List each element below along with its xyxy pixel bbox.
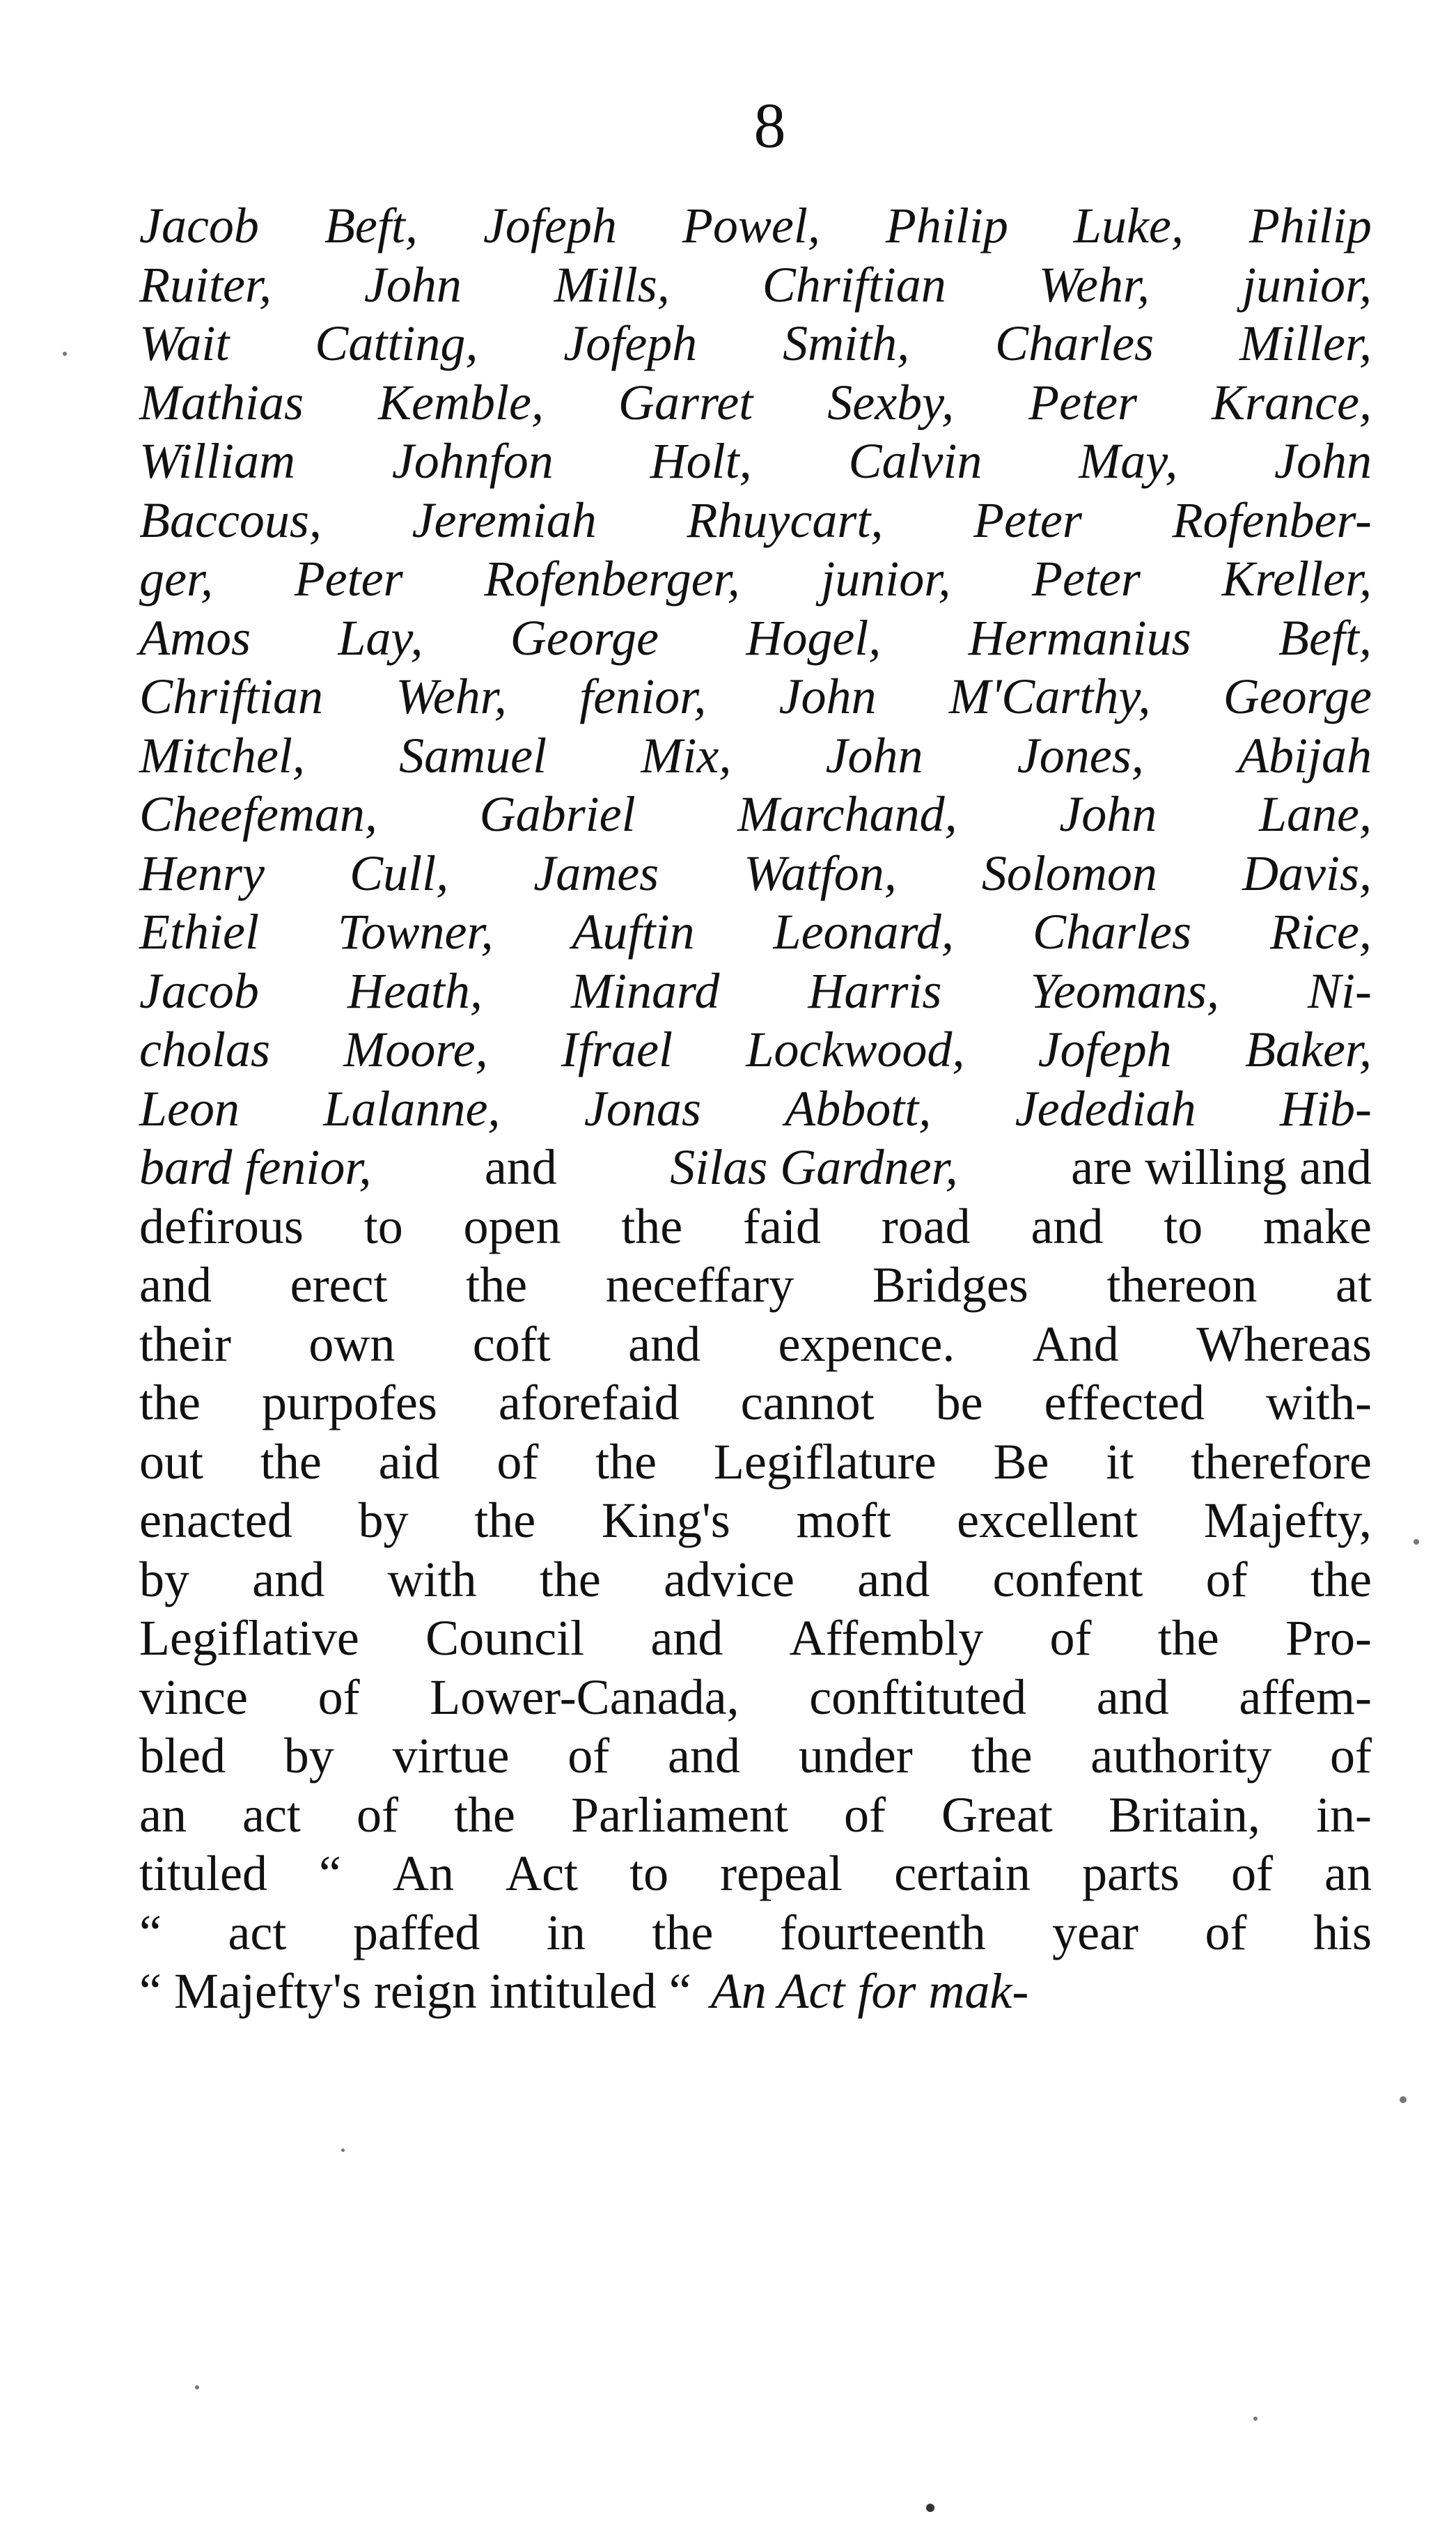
- word: it: [1106, 1433, 1134, 1490]
- word: Philip: [1248, 198, 1372, 253]
- word: paffed: [352, 1904, 480, 1960]
- word: Auftin: [572, 904, 695, 960]
- text-line: “ Majefty's reign intituled “ An Act for mak-: [139, 1963, 1029, 2019]
- word: Marchand,: [737, 786, 957, 842]
- word: fourteenth: [779, 1904, 986, 1960]
- word: Peter: [1028, 374, 1138, 430]
- word: affem-: [1239, 1669, 1372, 1725]
- word: James: [533, 845, 659, 901]
- text-line: [139, 432, 1372, 491]
- word: aforefaid: [498, 1375, 680, 1430]
- word: vince: [139, 1669, 248, 1725]
- word: the: [652, 1904, 714, 1960]
- word: Abbott,: [785, 1080, 932, 1137]
- word: Peter: [973, 492, 1082, 548]
- word: fenior,: [579, 669, 707, 724]
- word: Hib-: [1279, 1080, 1372, 1137]
- word: and: [252, 1551, 325, 1607]
- word: the: [466, 1257, 528, 1313]
- word: junior,: [821, 551, 951, 607]
- scan-speck: [341, 2148, 345, 2152]
- word: neceffary: [605, 1257, 794, 1313]
- word: moft: [796, 1492, 891, 1548]
- word: Johnfon: [391, 433, 554, 489]
- text-line: [139, 1609, 1372, 1668]
- text-line: [139, 1491, 1372, 1550]
- word: an: [139, 1786, 187, 1843]
- word: Philip: [885, 198, 1008, 253]
- word: with: [387, 1551, 477, 1607]
- word: own: [308, 1316, 396, 1372]
- word: Leon: [139, 1080, 240, 1137]
- word: Cheefeman,: [139, 786, 377, 842]
- word: in: [546, 1904, 586, 1960]
- word: to: [629, 1846, 669, 1901]
- word: John: [778, 669, 877, 724]
- word: Beft,: [324, 198, 418, 253]
- word: of: [1205, 1551, 1248, 1607]
- word: and: [1031, 1198, 1104, 1254]
- text-line: [139, 1433, 1372, 1492]
- word: erect: [290, 1257, 388, 1313]
- text-line: bard fenior, and Silas Gardner, are willing and: [139, 1139, 1372, 1195]
- text-line: [139, 373, 1372, 432]
- text-line: [139, 609, 1372, 668]
- word: Act: [506, 1846, 579, 1901]
- word: Jeremiah: [412, 492, 597, 548]
- word: the: [139, 1375, 201, 1430]
- word: junior,: [1242, 256, 1372, 313]
- word: Catting,: [315, 315, 478, 371]
- word: Jacob: [139, 198, 259, 253]
- word: Miller,: [1239, 315, 1372, 371]
- text-line: [139, 256, 1372, 315]
- word: out: [139, 1433, 204, 1490]
- word: William: [139, 433, 296, 489]
- word: Yeomans,: [1030, 962, 1219, 1019]
- scan-speck: [1414, 1539, 1419, 1545]
- word: advice: [664, 1551, 794, 1607]
- word: May,: [1079, 433, 1178, 489]
- word: Parliament: [571, 1786, 788, 1843]
- word: act: [228, 1904, 287, 1960]
- text-line: [139, 491, 1372, 550]
- word: the: [1310, 1551, 1372, 1607]
- text-line: [139, 667, 1372, 726]
- word: Kreller,: [1221, 551, 1372, 607]
- word: “: [319, 1846, 341, 1901]
- word: effected: [1044, 1375, 1205, 1430]
- word: cannot: [740, 1375, 875, 1430]
- word: be: [935, 1375, 983, 1430]
- word: confent: [992, 1551, 1143, 1607]
- word: ger,: [139, 551, 213, 607]
- word: Ethiel: [139, 904, 259, 960]
- word: enacted: [139, 1492, 292, 1548]
- word: Bridges: [872, 1257, 1028, 1313]
- word: Mills,: [554, 256, 670, 313]
- text-line: [139, 549, 1372, 609]
- word: purpofes: [261, 1375, 437, 1430]
- word: Mathias: [139, 374, 304, 430]
- word: of: [318, 1669, 360, 1725]
- word: Wehr,: [396, 669, 507, 724]
- scan-speck: [195, 2385, 199, 2389]
- word: Wait: [139, 315, 230, 371]
- word: coft: [472, 1316, 551, 1372]
- word: And: [1032, 1316, 1119, 1372]
- page-number: 8: [753, 90, 786, 161]
- word: of: [567, 1728, 610, 1784]
- word: by: [283, 1728, 334, 1784]
- word: Minard: [570, 962, 720, 1019]
- word: of: [1049, 1610, 1092, 1666]
- word: the: [971, 1728, 1033, 1784]
- word: therefore: [1191, 1433, 1372, 1490]
- word: faid: [743, 1198, 821, 1254]
- word: expence.: [778, 1316, 955, 1372]
- body-text: [139, 196, 1372, 2021]
- word: Peter: [1032, 551, 1141, 607]
- word: Lane,: [1258, 786, 1372, 842]
- text-line: [139, 1256, 1372, 1315]
- word: Jacob: [139, 962, 259, 1019]
- text-line: [139, 1844, 1372, 1903]
- word: Watfon,: [744, 845, 897, 901]
- word: Harris: [808, 962, 942, 1019]
- word: and: [668, 1728, 740, 1784]
- word: of: [356, 1786, 398, 1843]
- word: act: [242, 1786, 301, 1843]
- text-line: [139, 844, 1372, 903]
- word: Baker,: [1245, 1022, 1372, 1077]
- word: Solomon: [981, 845, 1157, 901]
- word: Jones,: [1017, 727, 1144, 783]
- word: Charles: [1032, 904, 1191, 960]
- word: John: [1059, 786, 1157, 842]
- word: John: [825, 727, 923, 783]
- word: Jedediah: [1015, 1080, 1196, 1137]
- word: Amos: [139, 609, 251, 666]
- word: King's: [601, 1492, 730, 1548]
- scan-speck: [63, 352, 67, 356]
- word: Henry: [139, 845, 265, 901]
- word: their: [139, 1316, 231, 1372]
- word: Samuel: [399, 727, 547, 783]
- word: the: [474, 1492, 536, 1548]
- word: the: [621, 1198, 683, 1254]
- word: Rhuycart,: [687, 492, 884, 548]
- word: Krance,: [1212, 374, 1372, 430]
- text-line: [139, 196, 1372, 256]
- word: Kemble,: [378, 374, 544, 430]
- text-line: [139, 1020, 1372, 1079]
- word: of: [1329, 1728, 1372, 1784]
- word: and: [650, 1610, 723, 1666]
- word: Whereas: [1196, 1316, 1372, 1372]
- word: George: [1223, 669, 1372, 724]
- word: Wehr,: [1038, 256, 1150, 313]
- word: Leonard,: [773, 904, 954, 960]
- word: John: [363, 256, 462, 313]
- word: open: [463, 1198, 561, 1254]
- word: the: [260, 1433, 322, 1490]
- word: Mix,: [641, 727, 732, 783]
- word: Luke,: [1073, 198, 1184, 253]
- word: with-: [1266, 1375, 1372, 1430]
- word: by: [358, 1492, 409, 1548]
- word: road: [881, 1198, 971, 1254]
- word: to: [1164, 1198, 1203, 1254]
- word: Sexby,: [827, 374, 955, 430]
- text-line: [139, 962, 1372, 1021]
- word: in-: [1315, 1786, 1372, 1843]
- word: certain: [894, 1846, 1031, 1901]
- word: Holt,: [650, 433, 752, 489]
- word: and: [628, 1316, 701, 1372]
- word: year: [1052, 1904, 1139, 1960]
- word: Lockwood,: [746, 1022, 965, 1077]
- word: Beft,: [1278, 609, 1372, 666]
- word: and: [857, 1551, 930, 1607]
- word: defirous: [139, 1198, 304, 1254]
- word: John: [1274, 433, 1372, 489]
- word: Jofeph: [483, 198, 617, 253]
- word: the: [454, 1786, 515, 1843]
- word: Lower-Canada,: [430, 1669, 739, 1725]
- word: tituled: [139, 1846, 267, 1901]
- word: Be: [993, 1433, 1049, 1490]
- word: Powel,: [682, 198, 820, 253]
- word: Majefty,: [1203, 1492, 1372, 1548]
- word: Ifrael: [561, 1022, 673, 1077]
- word: of: [496, 1433, 539, 1490]
- word: Davis,: [1242, 845, 1372, 901]
- word: Chriftian: [139, 669, 324, 724]
- word: virtue: [392, 1728, 510, 1784]
- word: conftituted: [809, 1669, 1027, 1725]
- word: authority: [1090, 1728, 1272, 1784]
- word: Gabriel: [479, 786, 636, 842]
- word: the: [595, 1433, 657, 1490]
- word: M'Carthy,: [948, 669, 1151, 724]
- text-line: [139, 785, 1372, 844]
- text-line: [139, 1197, 1372, 1256]
- text-line: [139, 1903, 1372, 1963]
- word: make: [1263, 1198, 1372, 1254]
- word: Pro-: [1285, 1610, 1372, 1666]
- word: the: [539, 1551, 601, 1607]
- word: of: [1205, 1904, 1247, 1960]
- word: Smith,: [783, 315, 910, 371]
- word: excellent: [957, 1492, 1138, 1548]
- word: bled: [139, 1728, 226, 1784]
- text-line: [139, 726, 1372, 786]
- word: Garret: [618, 374, 753, 430]
- word: repeal: [720, 1846, 843, 1901]
- word: Legiflative: [139, 1610, 359, 1666]
- word: Rofenber-: [1172, 492, 1372, 548]
- word: by: [139, 1551, 189, 1607]
- word: Jofeph: [1038, 1022, 1172, 1077]
- word: and: [139, 1257, 212, 1313]
- word: Towner,: [338, 904, 494, 960]
- text-line: [139, 1079, 1372, 1139]
- word: Abijah: [1237, 727, 1372, 783]
- text-line: [139, 1315, 1372, 1374]
- word: Heath,: [347, 962, 483, 1019]
- word: Chriftian: [762, 256, 946, 313]
- word: Jofeph: [563, 315, 698, 371]
- word: Ni-: [1307, 962, 1372, 1019]
- word: Ruiter,: [139, 256, 272, 313]
- word: Hermanius: [968, 609, 1191, 666]
- word: under: [798, 1728, 913, 1784]
- word: to: [363, 1198, 403, 1254]
- scan-speck: [1400, 2096, 1407, 2103]
- word: Peter: [294, 551, 403, 607]
- text-line: [139, 1726, 1372, 1786]
- text-line: [139, 1668, 1372, 1727]
- word: of: [1231, 1846, 1273, 1901]
- word: Rice,: [1270, 904, 1372, 960]
- word: George: [510, 609, 659, 666]
- word: Lalanne,: [323, 1080, 501, 1137]
- word: parts: [1081, 1846, 1180, 1901]
- word: and: [1096, 1669, 1169, 1725]
- word: Moore,: [343, 1022, 488, 1077]
- text-line: [139, 314, 1372, 373]
- word: of: [843, 1786, 886, 1843]
- word: Charles: [995, 315, 1154, 371]
- word: An: [393, 1846, 455, 1901]
- word: at: [1336, 1257, 1372, 1313]
- text-line: [139, 1786, 1372, 1845]
- word: his: [1313, 1904, 1372, 1960]
- scan-speck: [926, 2504, 934, 2512]
- word: Calvin: [848, 433, 983, 489]
- word: Affembly: [789, 1610, 984, 1666]
- word: aid: [378, 1433, 440, 1490]
- word: Mitchel,: [139, 727, 305, 783]
- text-line: [139, 1550, 1372, 1609]
- word: Lay,: [338, 609, 423, 666]
- word: Legiflature: [713, 1433, 937, 1490]
- word: the: [1157, 1610, 1219, 1666]
- word: Baccous,: [139, 492, 322, 548]
- scan-speck: [1253, 2417, 1258, 2421]
- word: Cull,: [350, 845, 449, 901]
- word: “: [139, 1904, 162, 1960]
- word: Great: [941, 1786, 1053, 1843]
- word: Rofenberger,: [484, 551, 740, 607]
- text-line: [139, 903, 1372, 962]
- text-line: [139, 1373, 1372, 1433]
- word: Jonas: [584, 1080, 701, 1137]
- word: Hogel,: [746, 609, 882, 666]
- word: Britain,: [1108, 1786, 1260, 1843]
- word: cholas: [139, 1022, 270, 1077]
- word: thereon: [1106, 1257, 1258, 1313]
- word: Council: [425, 1610, 585, 1666]
- word: an: [1324, 1846, 1372, 1901]
